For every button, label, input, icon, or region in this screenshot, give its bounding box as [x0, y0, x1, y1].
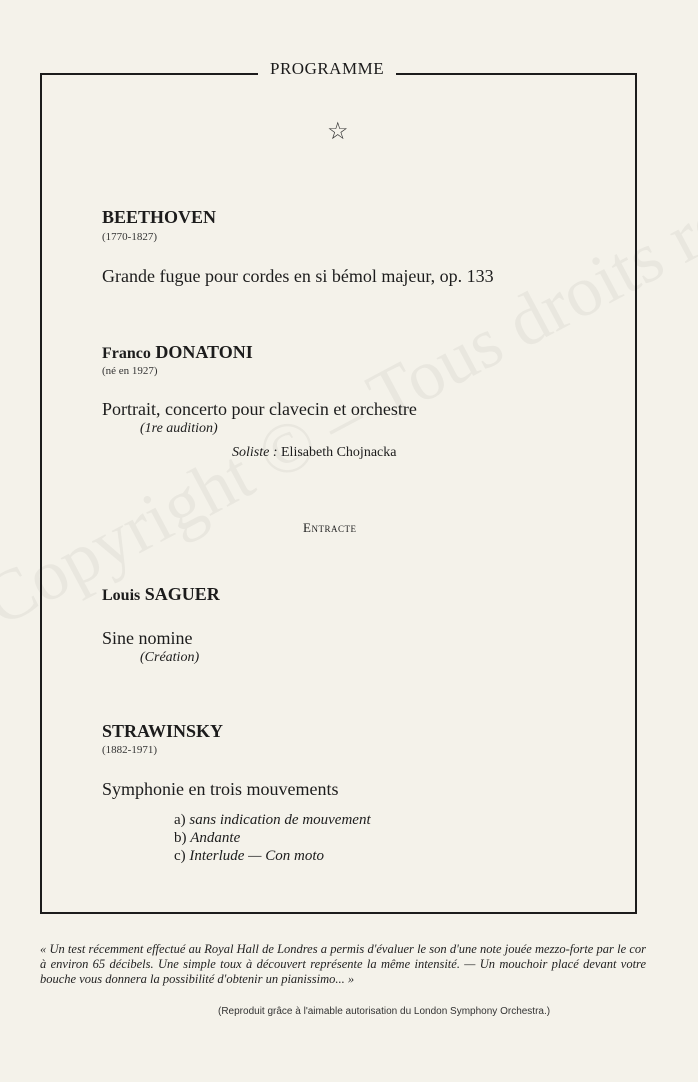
composer-beethoven: BEETHOVEN — [102, 207, 217, 227]
dates-donatoni: (né en 1927) — [102, 365, 158, 377]
list-item: c) Interlude — Con moto — [174, 848, 324, 864]
work-saguer: Sine nomine — [102, 628, 193, 648]
soloist-label: Soliste : — [232, 445, 278, 460]
star-icon: ☆ — [327, 119, 349, 145]
composer-last-name: SAGUER — [144, 584, 220, 604]
work-donatoni: Portrait, concerto pour clavecin et orchestre — [102, 399, 417, 419]
work-beethoven: Grande fugue pour cordes en si bémol majeur, op. 133 — [102, 266, 494, 286]
composer-strawinsky: STRAWINSKY — [102, 721, 224, 741]
programme-title: PROGRAMME — [258, 58, 396, 80]
creation-note: (Création) — [140, 650, 200, 665]
list-item: b) Andante — [174, 830, 241, 846]
composer-first-name: Louis — [102, 587, 141, 604]
credit-line: (Reproduit grâce à l'aimable autorisation du London Symphony Orchestra.) — [218, 1006, 551, 1017]
composer-first-name: Franco — [102, 345, 151, 362]
dates-strawinsky: (1882-1971) — [102, 744, 157, 756]
soloist-name: Elisabeth Chojnacka — [281, 445, 397, 460]
dates-beethoven: (1770-1827) — [102, 231, 157, 243]
work-strawinsky: Symphonie en trois mouvements — [102, 779, 339, 799]
entracte-label: Entracte — [303, 520, 357, 535]
composer-donatoni — [102, 342, 253, 363]
composer-last-name: DONATONI — [155, 342, 253, 362]
footer-quote: « Un test récemment effectué au Royal Hall de Londres a permis d'évaluer le son d'une note jouée mezzo-forte par le cor à environ 65 décibels. Une simple toux à découvert représente la même intensité. — Un mouchoir placé devant votre bouche vous donnera la possibilité d'obtenir un pianissimo... » — [40, 942, 646, 986]
audition-note: (1re audition) — [140, 421, 218, 436]
composer-saguer — [102, 584, 220, 605]
soloist-line — [232, 445, 396, 461]
movement-list — [174, 811, 371, 865]
list-item: a) sans indication de mouvement — [174, 812, 371, 828]
